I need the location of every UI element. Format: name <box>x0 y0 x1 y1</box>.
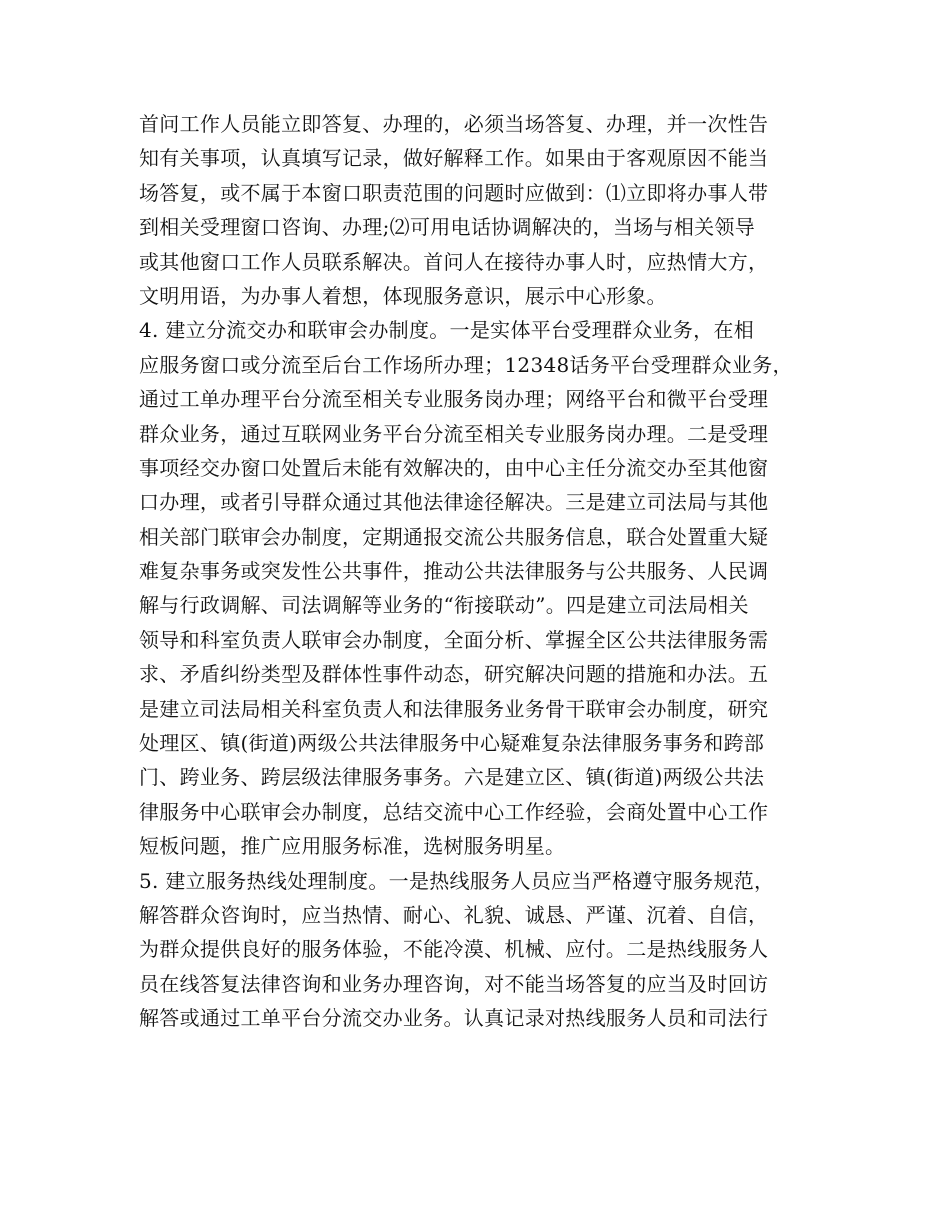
text-line: 应服务窗口或分流至后台工作场所办理；12348话务平台受理群众业务， <box>139 352 793 377</box>
text-line: 处理区、镇(街道)两级公共法律服务中心疑难复杂法律服务事务和跨部 <box>139 731 765 756</box>
text-line: 5. 建立服务热线处理制度。一是热线服务人员应当严格遵守服务规范， <box>139 868 775 893</box>
body-text <box>139 107 839 1036</box>
text-line: 知有关事项，认真填写记录，做好解释工作。如果由于客观原因不能当 <box>139 146 769 171</box>
text-line: 群众业务，通过互联网业务平台分流至相关专业服务岗办理。二是受理 <box>139 421 769 446</box>
text-line: 口办理，或者引导群众通过其他法律途径解决。三是建立司法局与其他 <box>139 490 769 515</box>
text-line: 解答群众咨询时，应当热情、耐心、礼貌、诚恳、严谨、沉着、自信， <box>139 902 769 927</box>
text-line: 或其他窗口工作人员联系解决。首问人在接待办事人时，应热情大方， <box>139 249 769 274</box>
text-line: 短板问题，推广应用服务标准，选树服务明星。 <box>139 834 566 859</box>
text-line: 为群众提供良好的服务体验，不能冷漠、机械、应付。二是热线服务人 <box>139 937 769 962</box>
text-line: 事项经交办窗口处置后未能有效解决的，由中心主任分流交办至其他窗 <box>139 455 769 480</box>
text-line: 是建立司法局相关科室负责人和法律服务业务骨干联审会办制度，研究 <box>139 696 769 721</box>
text-line: 4. 建立分流交办和联审会办制度。一是实体平台受理群众业务，在相 <box>139 318 755 343</box>
text-line: 求、矛盾纠纷类型及群体性事件动态，研究解决问题的措施和办法。五 <box>139 662 769 687</box>
text-line: 解与行政调解、司法调解等业务的“衔接联动”。四是建立司法局相关 <box>139 593 749 618</box>
text-line: 解答或通过工单平台分流交办业务。认真记录对热线服务人员和司法行 <box>139 1006 769 1031</box>
text-line: 通过工单办理平台分流至相关专业服务岗办理；网络平台和微平台受理 <box>139 387 769 412</box>
text-line: 领导和科室负责人联审会办制度，全面分析、掌握全区公共法律服务需 <box>139 627 769 652</box>
text-line: 相关部门联审会办制度，定期通报交流公共服务信息，联合处置重大疑 <box>139 524 769 549</box>
text-line: 首问工作人员能立即答复、办理的，必须当场答复、办理，并一次性告 <box>139 112 769 136</box>
text-line: 律服务中心联审会办制度，总结交流中心工作经验，会商处置中心工作 <box>139 799 769 824</box>
text-line: 门、跨业务、跨层级法律服务事务。六是建立区、镇(街道)两级公共法 <box>139 765 765 790</box>
text-line: 到相关受理窗口咨询、办理;⑵可用电话协调解决的，当场与相关领导 <box>139 215 756 240</box>
text-line: 文明用语，为办事人着想，体现服务意识，展示中心形象。 <box>139 283 667 308</box>
text-line: 员在线答复法律咨询和业务办理咨询，对不能当场答复的应当及时回访 <box>139 971 769 996</box>
text-line: 场答复，或不属于本窗口职责范围的问题时应做到：⑴立即将办事人带 <box>139 180 769 205</box>
text-line: 难复杂事务或突发性公共事件，推动公共法律服务与公共服务、人民调 <box>139 559 769 584</box>
